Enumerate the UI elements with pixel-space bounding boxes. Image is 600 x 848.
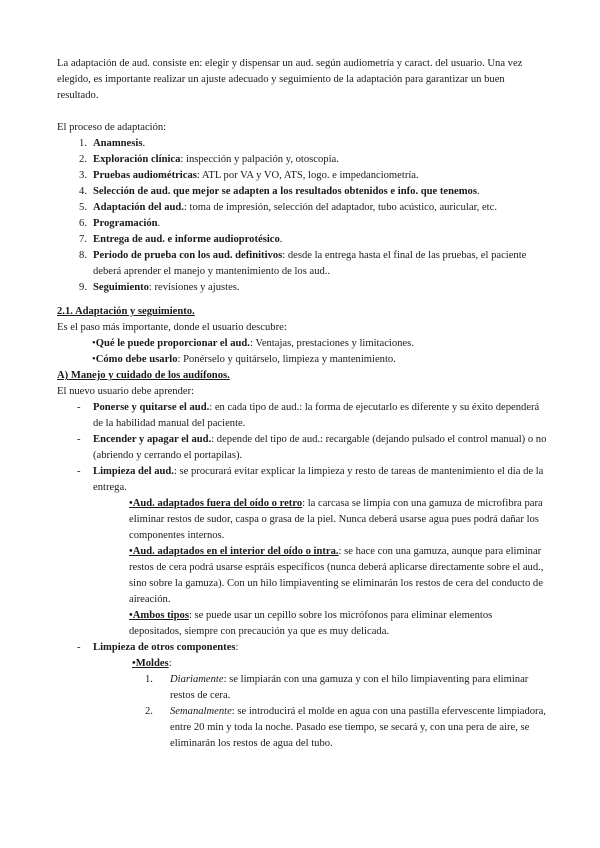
bullet-item: •Qué le puede proporcionar el aud.: Ventajas, prestaciones y limitaciones. (92, 338, 414, 349)
list-item: 2. Semanalmente: se introducirá el molde en agua con una pastilla efervescente limpiadora, entre 20 min y toda la noche. Pasado ese tiempo, se secará y, con una pera de aire, se eliminarán los restos de agua del tubo. (145, 706, 546, 749)
list-item: 2. Exploración clínica: inspección y palpación y, otoscopia. (79, 154, 339, 165)
list-item: - Encender y apagar el aud.: depende del tipo de aud.: recargable (dejando pulsado el control manual) o no (abriendo y cerrando el portapilas). (77, 434, 547, 461)
list-item: 8. Periodo de prueba con los aud. definitivos: desde la entrega hasta el final de las pruebas, el paciente deberá aprender el manejo y mantenimiento de los aud.. (79, 250, 527, 277)
list-item: 5. Adaptación del aud.: toma de impresión, selección del adaptador, tubo acústico, auricular, etc. (79, 202, 497, 213)
cleaning-item-retro: •Aud. adaptados fuera del oído o retro: la carcasa se limpia con una gamuza de microfibra para eliminar restos de sudor, caspa o grasa de la piel. Nunca deberá usarse agua pues podrá dañar los componentes internos. (129, 498, 543, 541)
list-item: 1. Diariamente: se limpiarán con una gamuza y con el hilo limpiaventing para eliminar restos de cera. (145, 674, 529, 701)
list-item: - Limpieza del aud.: se procurará evitar explicar la limpieza y resto de tareas de mantenimiento el día de la entrega. (77, 466, 544, 493)
intro-paragraph: La adaptación de aud. consiste en: elegir y dispensar un aud. según audiometría y caract. del usuario. Una vez elegido, es importante realizar un ajuste adecuado y seguimiento de la adaptación para garantizar un buen resultado. (57, 58, 523, 101)
list-item: 3. Pruebas audiométricas: ATL por VA y VO, ATS, logo. e impedanciometría. (79, 170, 419, 181)
process-steps-list (57, 136, 547, 296)
bullet-item: •Cómo debe usarlo: Ponérselo y quitárselo, limpieza y mantenimiento. (92, 354, 396, 365)
section-intro-text: Es el paso más importante, donde el usuario descubre: (57, 322, 287, 333)
section-intro-text: El nuevo usuario debe aprender: (57, 386, 195, 397)
cleaning-item-intra: •Aud. adaptados en el interior del oído o intra.: se hace con una gamuza, aunque para eliminar restos de cera podrá usarse espráis específicos (nunca deberá aplicarse directamente sobre el aud., sino sobre la gamuza). Con un hilo limpiaventing se eliminarán los restos de cera del conducto de aireación. (129, 546, 544, 605)
moldes-heading: •Moldes: (132, 658, 172, 669)
list-item: 1. Anamnesis. (79, 138, 146, 149)
list-item: 6. Programación. (79, 218, 161, 229)
section-heading-adaptation: 2.1. Adaptación y seguimiento. (57, 306, 195, 317)
list-item: 7. Entrega de aud. e informe audioprotésico. (79, 234, 283, 245)
list-item: 9. Seguimiento: revisiones y ajustes. (79, 282, 240, 293)
moldes-list (57, 672, 547, 752)
cleaning-item-both: •Ambos tipos: se puede usar un cepillo sobre los micrófonos para eliminar elementos depositados, siempre con precaución ya que es muy delicada. (129, 610, 493, 637)
list-item: - Limpieza de otros componentes: (77, 642, 239, 653)
document-page (57, 56, 547, 752)
list-item: - Ponerse y quitarse el aud.: en cada tipo de aud.: la forma de ejecutarlo es diferente y su éxito dependerá de la habilidad manual del paciente. (77, 402, 540, 429)
other-components-list (57, 640, 547, 656)
list-item: 4. Selección de aud. que mejor se adapten a los resultados obtenidos e info. que tenemos. (79, 186, 480, 197)
learning-list (57, 400, 547, 496)
process-label: El proceso de adaptación: (57, 122, 167, 133)
section-heading-handling: A) Manejo y cuidado de los audífonos. (57, 370, 230, 381)
